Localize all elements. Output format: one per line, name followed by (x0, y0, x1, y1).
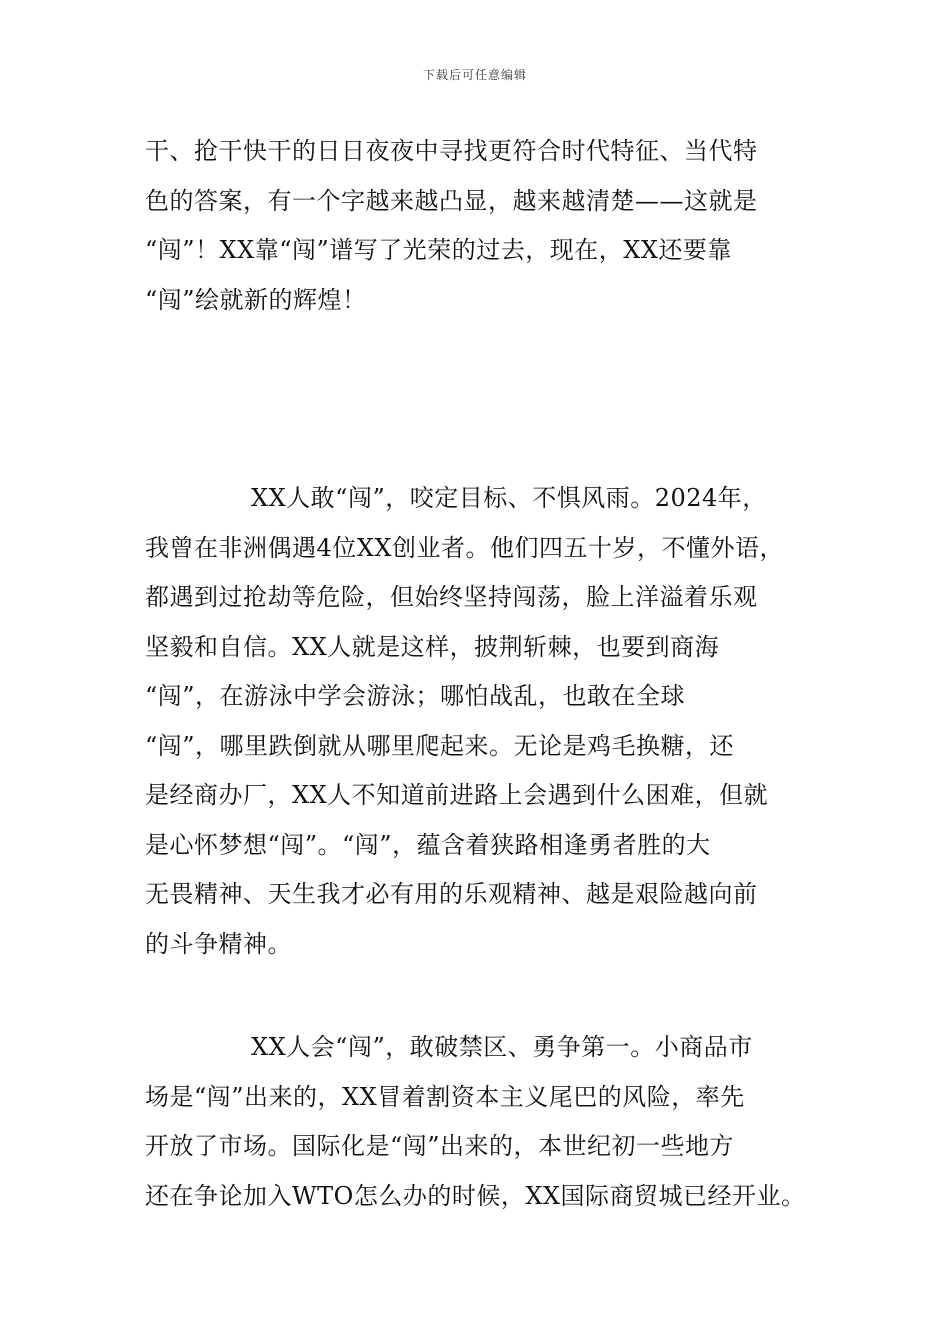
text-line: XX人会“闯”，敢破禁区、勇争第一。小商品市 (251, 1033, 753, 1061)
text-line: 无畏精神、天生我才必有用的乐观精神、越是艰险越向前 (145, 880, 758, 908)
text-line: “闯”，哪里跌倒就从哪里爬起来。无论是鸡毛换糖，还 (145, 731, 735, 760)
text-line: 坚毅和自信。XX人就是这样，披荆斩棘，也要到商海 (145, 632, 720, 661)
text-line: 还在争论加入WTO怎么办的时候，XX国际商贸城已经开业。 (145, 1181, 806, 1210)
text-line: 的斗争精神。 (145, 929, 292, 958)
text-line: 是心怀梦想“闯”。“闯”，蕴含着狭路相逢勇者胜的大 (145, 830, 711, 859)
paragraph-1 (145, 127, 825, 325)
text-line: XX人敢“闯”，咬定目标、不惧风雨。2024年， (251, 484, 767, 512)
page-header: 下载后可任意编辑 (422, 68, 527, 82)
text-line: 是经商办厂，XX人不知道前进路上会遇到什么困难，但就 (145, 781, 769, 809)
paragraph-2 (145, 474, 825, 969)
text-line: “闯”，在游泳中学会游泳；哪怕战乱，也敢在全球 (145, 682, 686, 710)
text-line: 场是“闯”出来的，XX冒着割资本主义尾巴的风险，率先 (145, 1082, 745, 1111)
text-line: 干、抢干快干的日日夜夜中寻找更符合时代特征、当代特 (145, 137, 758, 165)
text-line: 开放了市场。国际化是“闯”出来的，本世纪初一些地方 (145, 1132, 735, 1160)
text-line: 我曾在非洲偶遇4位XX创业者。他们四五十岁，不懂外语， (145, 533, 784, 562)
paragraph-3 (145, 1023, 825, 1221)
text-line: 色的答案，有一个字越来越凸显，越来越清楚——这就是 (145, 186, 758, 215)
text-line: “闯”绘就新的辉煌！ (145, 285, 367, 314)
text-line: 都遇到过抢劫等危险，但始终坚持闯荡，脸上洋溢着乐观 (145, 583, 758, 611)
text-line: “闯”！XX靠“闯”谱写了光荣的过去，现在，XX还要靠 (145, 236, 732, 264)
